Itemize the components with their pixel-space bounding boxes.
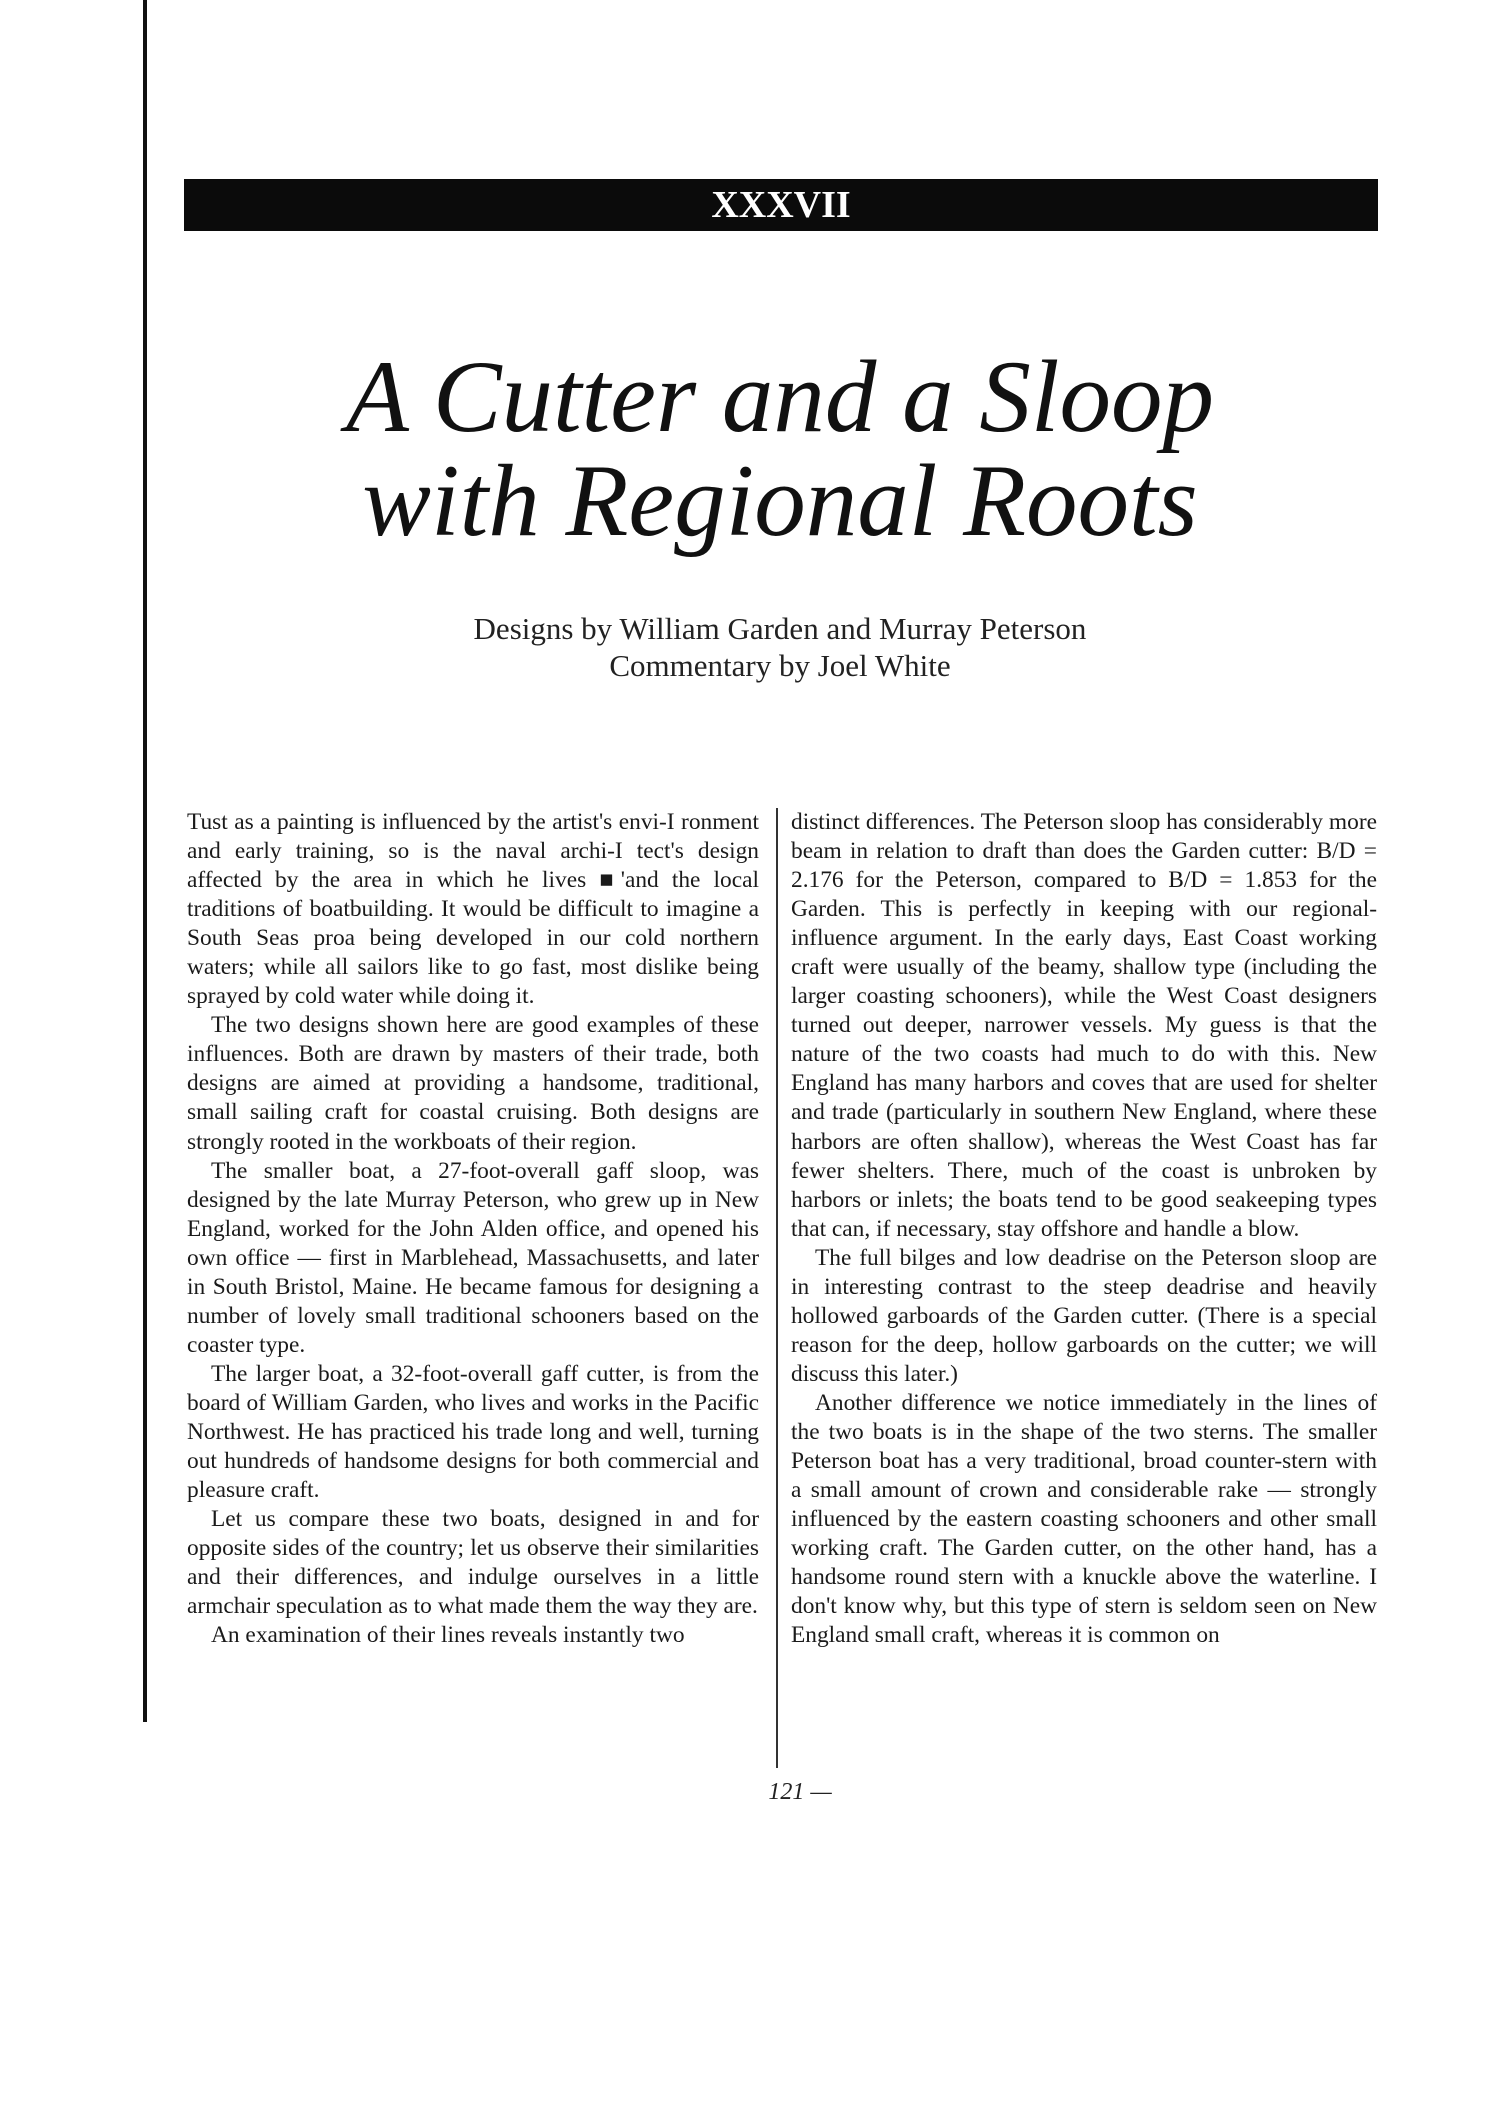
commentary-credit: Commentary by Joel White	[609, 648, 951, 683]
chapter-header-bar	[184, 179, 1378, 231]
paragraph: The two designs shown here are good examples of these influences. Both are drawn by masters of their trade, both designs are aimed at providing a handsome, traditional, small sailing craft for coastal cruising. Both designs are strongly rooted in the workboats of their region.	[187, 1012, 759, 1155]
paragraph: The larger boat, a 32-foot-overall gaff cutter, is from the board of William Garden, who lives and works in the Pacific Northwest. He has practiced his trade long and well, turning out hundreds of handsome designs for both commercial and pleasure craft.	[187, 1360, 759, 1504]
paragraph: Tust as a painting is influenced by the artist's envi-I ronment and early training, so is the naval archi-I tect's design affected by the area in which he lives ■'and the local traditions of boatbuilding. It would be difficult to imagine a South Seas proa being developed in our cold northern waters; while all sailors like to go fast, most dislike being sprayed by cold water while doing it.	[187, 809, 759, 1010]
paragraph: The full bilges and low deadrise on the Peterson sloop are in interesting contrast to the steep deadrise and heavily hollowed garboards of the Garden cutter. (There is a special reason for the deep, hollow garboards on the cutter; we will discuss this later.)	[791, 1244, 1377, 1387]
left-column	[187, 808, 759, 1650]
designs-credit: Designs by William Garden and Murray Peterson	[473, 611, 1087, 646]
column-divider	[776, 808, 778, 1768]
paragraph: Let us compare these two boats, designed in and for opposite sides of the country; let us observe their similarities and their differences, and indulge ourselves in a little armchair speculation as to what made them the way they are.	[187, 1506, 759, 1620]
paragraph: distinct differences. The Peterson sloop has considerably more beam in relation to draft than does the Garden cutter: B/D = 2.176 for the Peterson, compared to B/D = 1.853 for the Garden. This is perfectly in keeping with our regional-influence argument. In the early days, East Coast working craft were usually of the beamy, shallow type (including the larger coasting schooners), while the West Coast designers turned out deeper, narrower vessels. My guess is that the nature of the two coasts had much to do with this. New England has many harbors and coves that are used for shelter and trade (particularly in southern New England, where these harbors are often shallow), whereas the West Coast has far fewer shelters. There, much of the coast is unbroken by harbors or inlets; the boats tend to be good seakeeping types that can, if necessary, stay offshore and handle a blow.	[791, 809, 1377, 1242]
paragraph: Another difference we notice immediately in the lines of the two boats is in the shape of the two sterns. The smaller Peterson boat has a very traditional, broad counter-stern with a small amount of crown and considerable rake — strongly influenced by the eastern coasting schooners and other small working craft. The Garden cutter, on the other hand, has a handsome round stern with a knuckle above the waterline. I don't know why, but this type of stern is seldom seen on New England small craft, whereas it is common on	[791, 1389, 1377, 1649]
chapter-number: XXXVII	[711, 184, 851, 226]
right-column	[791, 808, 1377, 1650]
chapter-title	[300, 340, 1260, 558]
paragraph: An examination of their lines reveals instantly two	[211, 1622, 685, 1649]
chapter-title-line-1: A Cutter and a Sloop	[346, 340, 1214, 454]
page-number: 121 —	[768, 1779, 832, 1805]
margin-rule	[143, 0, 147, 1722]
chapter-title-line-2: with Regional Roots	[362, 444, 1198, 558]
credits	[300, 610, 1260, 684]
paragraph: The smaller boat, a 27-foot-overall gaff sloop, was designed by the late Murray Peterson, who grew up in New England, worked for the John Alden office, and opened his own office — first in Marblehead, Massachusetts, and later in South Bristol, Maine. He became famous for designing a number of lovely small traditional schooners based on the coaster type.	[187, 1157, 759, 1358]
